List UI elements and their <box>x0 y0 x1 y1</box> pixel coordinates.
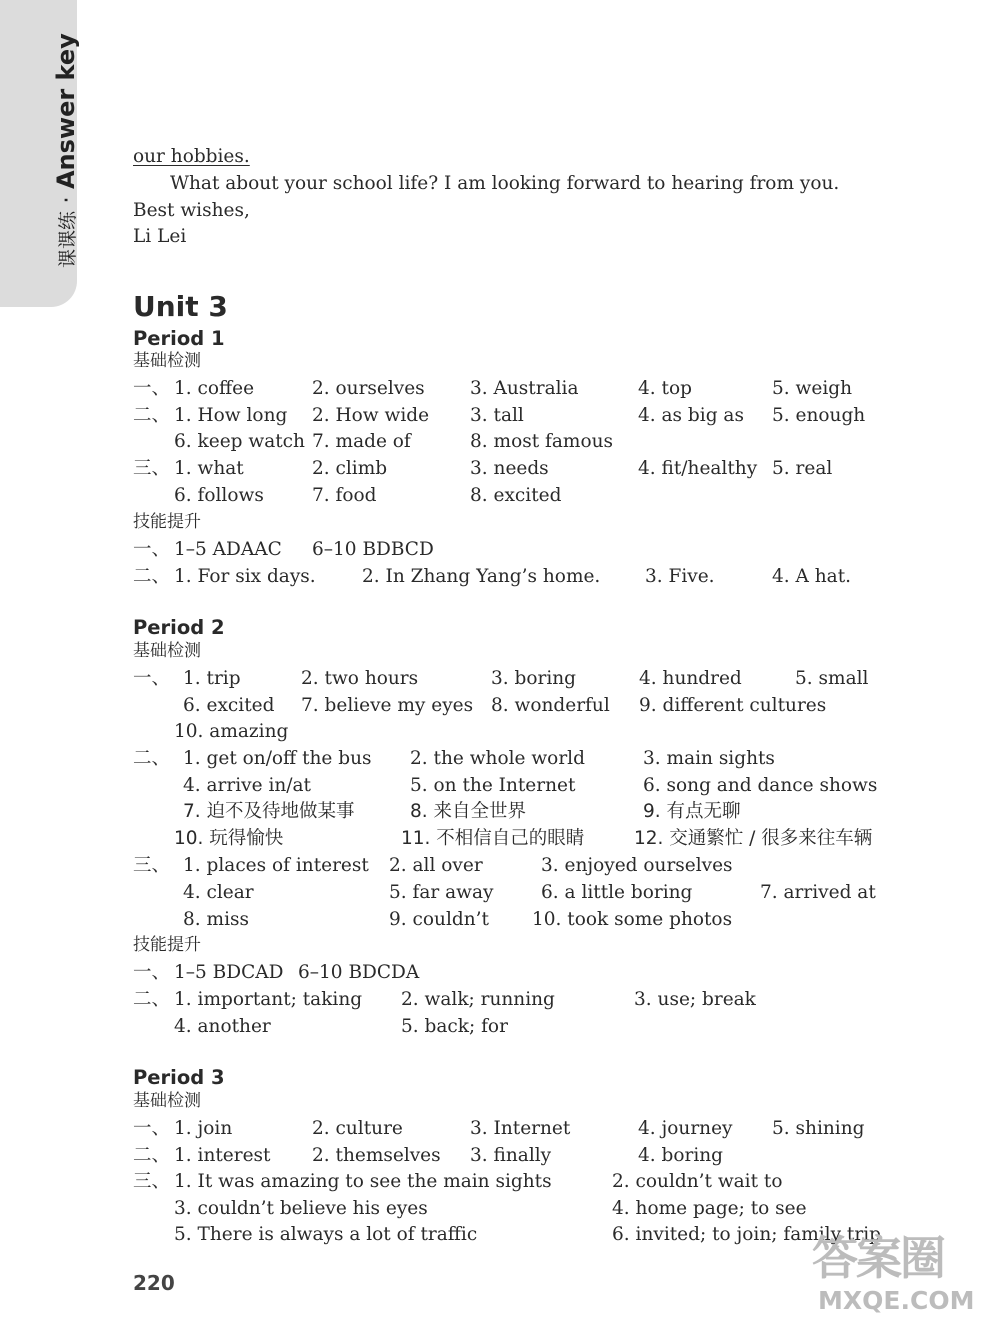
answer-item: 2. ourselves <box>312 378 425 399</box>
unit-title: Unit 3 <box>133 290 228 323</box>
answer-item: 1–5 BDCAD <box>174 962 284 983</box>
answer-item: 3. needs <box>470 458 549 479</box>
letter-line-1: our hobbies. <box>133 146 250 167</box>
answer-item: 2. all over <box>389 855 483 876</box>
answer-item: 4. A hat. <box>772 566 852 587</box>
p1-s-r1-num: 一、 <box>133 539 171 560</box>
p2-b-r1-num: 一、 <box>133 668 171 689</box>
answer-item: 5. on the Internet <box>410 775 576 796</box>
answer-item: 1. It was amazing to see the main sights <box>174 1171 552 1192</box>
period-1-title: Period 1 <box>133 327 225 350</box>
letter-line-2: What about your school life? I am looking forward to hearing from you. <box>170 173 840 194</box>
answer-item: 1. How long <box>174 405 288 426</box>
answer-item: 2. walk; running <box>401 989 555 1010</box>
answer-item: 5. shining <box>772 1118 865 1139</box>
answer-item: 1–5 ADAAC <box>174 539 282 560</box>
answer-item: 5. There is always a lot of traffic <box>174 1224 478 1245</box>
answer-item: 1. trip <box>183 668 241 689</box>
answer-item: 2. climb <box>312 458 388 479</box>
p2-skill-label: 技能提升 <box>133 935 201 955</box>
answer-item: 6. excited <box>183 695 275 716</box>
answer-item: 5. far away <box>389 882 494 903</box>
p2-basic-label: 基础检测 <box>133 641 201 661</box>
p2-s-r2-num: 二、 <box>133 989 171 1010</box>
answer-item: 1. coffee <box>174 378 255 399</box>
answer-item: 5. small <box>795 668 869 689</box>
answer-item: 5. real <box>772 458 833 479</box>
answer-item: 2. How wide <box>312 405 430 426</box>
answer-item: 3. Australia <box>470 378 579 399</box>
answer-item: 2. the whole world <box>410 748 585 769</box>
p3-b-r1-num: 一、 <box>133 1118 171 1139</box>
page-number: 220 <box>133 1271 175 1295</box>
p1-b-r4-num: 三、 <box>133 458 171 479</box>
answer-item: 2. two hours <box>301 668 419 689</box>
answer-item: 10. took some photos <box>532 909 733 930</box>
answer-item: 2. culture <box>312 1118 403 1139</box>
answer-item: 4. another <box>174 1016 271 1037</box>
answer-item: 4. boring <box>638 1145 724 1166</box>
answer-item: 8. wonderful <box>491 695 610 716</box>
answer-item: 3. tall <box>470 405 524 426</box>
answer-item: 10. 玩得愉快 <box>174 828 284 849</box>
p1-b-r2-num: 二、 <box>133 405 171 426</box>
answer-item: 1. important; taking <box>174 989 363 1010</box>
answer-item: 1. what <box>174 458 244 479</box>
answer-item: 4. hundred <box>639 668 742 689</box>
watermark-url: MXQE.COM <box>818 1286 975 1315</box>
p3-b-r3-num: 三、 <box>133 1171 171 1192</box>
p2-b-r8-num: 三、 <box>133 855 171 876</box>
p3-basic-label: 基础检测 <box>133 1091 201 1111</box>
watermark-logo <box>812 1222 992 1322</box>
answer-item: 3. couldn’t believe his eyes <box>174 1198 428 1219</box>
answer-item: 6. a little boring <box>541 882 693 903</box>
p3-b-r2-num: 二、 <box>133 1145 171 1166</box>
answer-item: 6. song and dance shows <box>643 775 878 796</box>
answer-item: 7. arrived at <box>760 882 876 903</box>
answer-item: 6. invited; to join; family trip <box>612 1224 881 1245</box>
answer-item: 2. In Zhang Yang’s home. <box>362 566 601 587</box>
side-tab-label <box>52 33 80 268</box>
answer-item: 4. as big as <box>638 405 744 426</box>
answer-item: 4. top <box>638 378 692 399</box>
answer-item: 8. most famous <box>470 431 613 452</box>
period-3-title: Period 3 <box>133 1066 225 1089</box>
answer-item: 9. 有点无聊 <box>643 801 741 822</box>
letter-closing: Best wishes, <box>133 200 250 221</box>
letter-signature: Li Lei <box>133 226 187 247</box>
answer-item: 3. boring <box>491 668 577 689</box>
answer-item: 4. home page; to see <box>612 1198 807 1219</box>
answer-item: 7. 迫不及待地做某事 <box>183 801 355 822</box>
answer-item: 1. places of interest <box>183 855 369 876</box>
answer-item: 1. join <box>174 1118 233 1139</box>
answer-item: 8. 来自全世界 <box>410 801 527 822</box>
answer-item: 7. believe my eyes <box>301 695 474 716</box>
side-tab-chinese: 课课练 <box>57 210 79 268</box>
answer-item: 3. use; break <box>634 989 756 1010</box>
answer-item: 9. couldn’t <box>389 909 489 930</box>
side-tab <box>0 0 80 307</box>
answer-item: 6–10 BDBCD <box>312 539 434 560</box>
answer-item: 11. 不相信自己的眼睛 <box>401 828 585 849</box>
answer-item: 10. amazing <box>174 721 289 742</box>
answer-item: 2. couldn’t wait to <box>612 1171 783 1192</box>
answer-item: 8. miss <box>183 909 249 930</box>
answer-item: 3. main sights <box>643 748 775 769</box>
p2-b-r4-num: 二、 <box>133 748 171 769</box>
answer-item: 1. For six days. <box>174 566 316 587</box>
answer-item: 4. clear <box>183 882 254 903</box>
answer-item: 9. different cultures <box>639 695 827 716</box>
watermark-text: 答案圈 <box>812 1231 944 1285</box>
answer-item: 7. made of <box>312 431 411 452</box>
answer-item: 2. themselves <box>312 1145 441 1166</box>
answer-item: 6–10 BDCDA <box>298 962 420 983</box>
answer-item: 1. get on/off the bus <box>183 748 372 769</box>
answer-item: 3. enjoyed ourselves <box>541 855 733 876</box>
answer-item: 1. interest <box>174 1145 271 1166</box>
answer-item: 3. Internet <box>470 1118 571 1139</box>
answer-item: 4. fit/healthy <box>638 458 758 479</box>
period-2-title: Period 2 <box>133 616 225 639</box>
answer-item: 7. food <box>312 485 377 506</box>
answer-item: 4. arrive in/at <box>183 775 311 796</box>
answer-item: 3. finally <box>470 1145 552 1166</box>
answer-item: 8. excited <box>470 485 562 506</box>
p1-basic-label: 基础检测 <box>133 351 201 371</box>
side-tab-english: Answer key <box>52 33 80 190</box>
answer-item: 3. Five. <box>645 566 715 587</box>
answer-item: 6. follows <box>174 485 264 506</box>
p1-s-r2-num: 二、 <box>133 566 171 587</box>
side-tab-separator: · <box>54 196 80 204</box>
answer-item: 12. 交通繁忙 / 很多来往车辆 <box>634 828 873 849</box>
answer-item: 6. keep watch <box>174 431 305 452</box>
answer-item: 5. weigh <box>772 378 852 399</box>
p1-b-r1-num: 一、 <box>133 378 171 399</box>
answer-item: 5. back; for <box>401 1016 508 1037</box>
answer-item: 5. enough <box>772 405 866 426</box>
p1-skill-label: 技能提升 <box>133 512 201 532</box>
p2-s-r1-num: 一、 <box>133 962 171 983</box>
answer-item: 4. journey <box>638 1118 733 1139</box>
